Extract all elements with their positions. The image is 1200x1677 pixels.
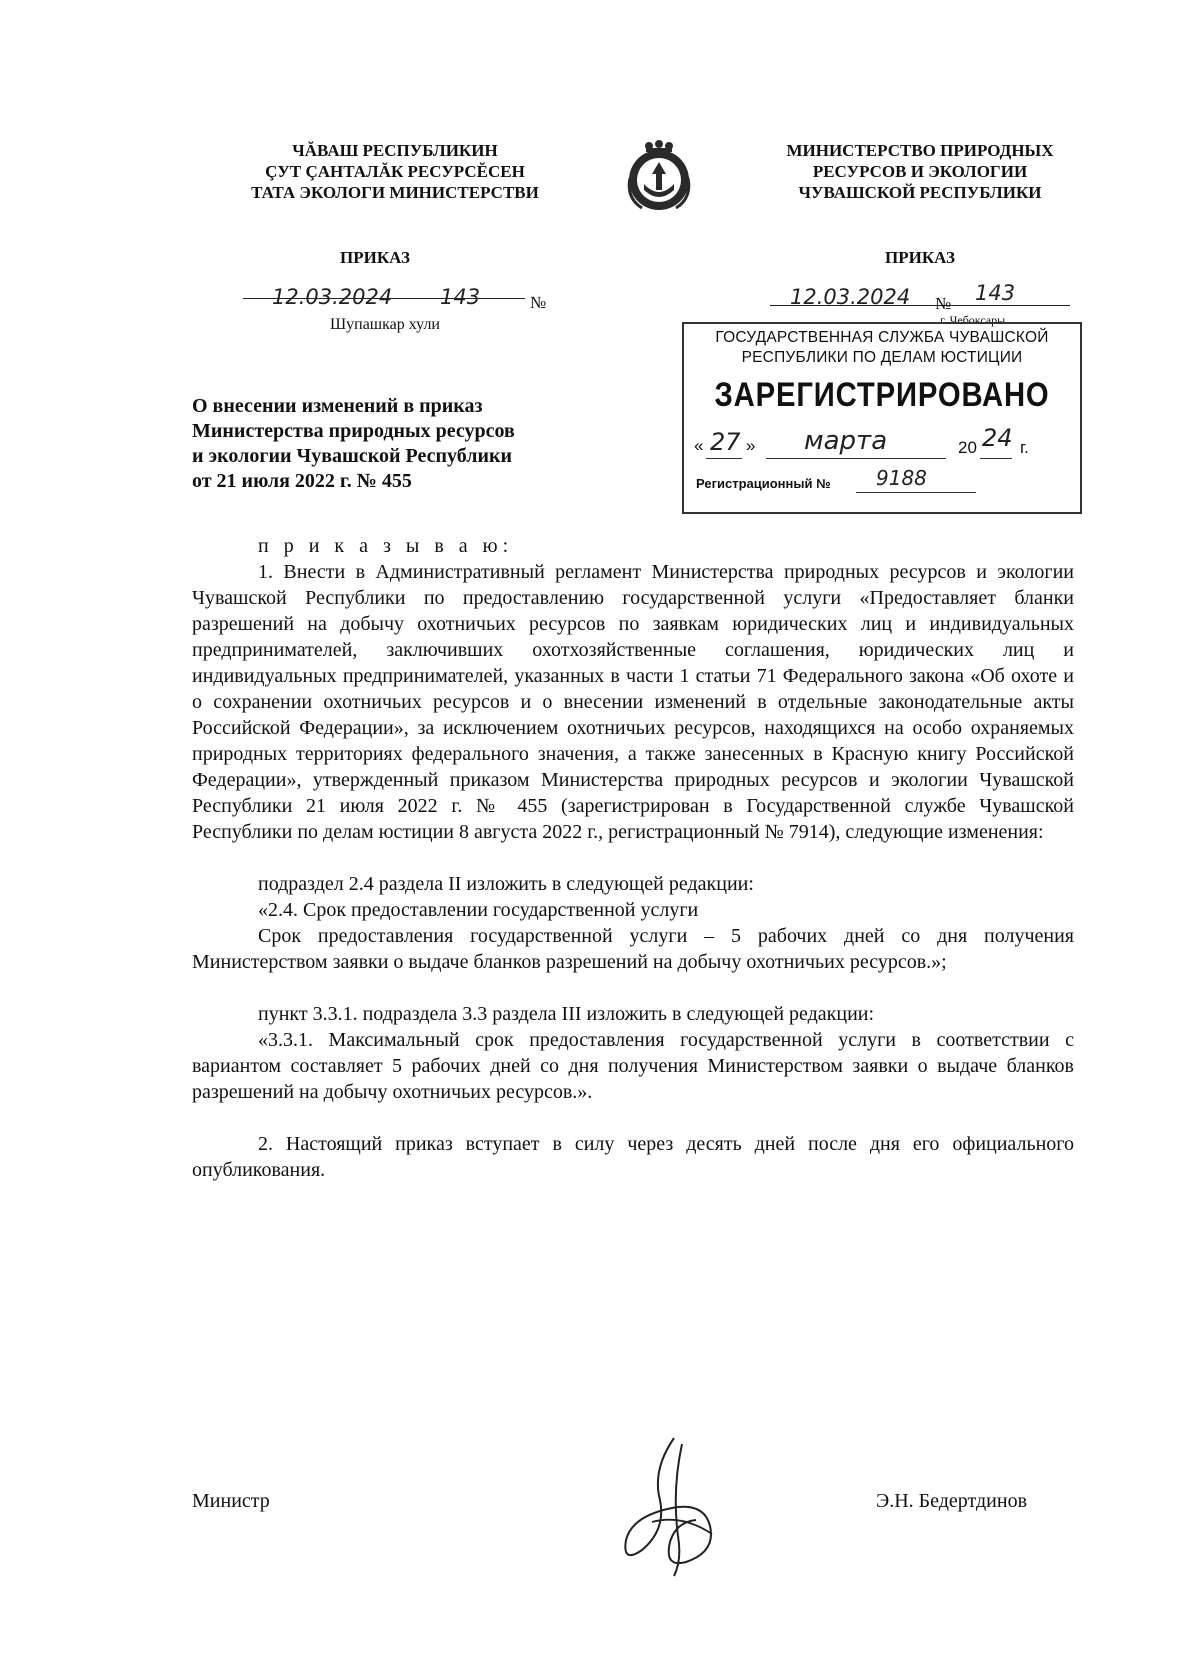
stamp-quote-close: » bbox=[746, 436, 756, 455]
signer-name: Э.Н. Бедертдинов bbox=[876, 1490, 1028, 1512]
header-left-line-2: ÇУТ ÇАНТАЛĂК РЕСУРСĔСЕН bbox=[265, 162, 525, 181]
paragraph-3: «2.4. Срок предоставлении государственной услуги bbox=[258, 899, 699, 921]
stamp-day: 27 bbox=[710, 428, 741, 456]
order-label-left: ПРИКАЗ bbox=[340, 248, 410, 267]
paragraph-1: 1. Внести в Административный регламент Министерства природных ресурсов и экологии Чувашской Республики по предоставлению государственной услуги «Предоставляет бланки разрешений на добычу охотничьих ресурсов по заявкам юридических лиц и индивидуальных предпринимателей, заключивших охотхозяйственные соглашения, юридических лиц и индивидуальных предпринимателей, указанных в части 1 статьи 71 Федерального закона «Об охоте и о сохранении охотничьих ресурсов и о внесении изменений в отдельные законодательные акты Российской Федерации», за исключением охотничьих ресурсов, находящихся на особо охраняемых природных территориях федерального значения, а также занесенных в Красную книгу Российской Федерации», утвержденный приказом Министерства природных ресурсов и экологии Чувашской Республики 21 июля 2022 г. № 455 (зарегистрирован в Государственной службе Чувашской Республики по делам юстиции 8 августа 2022 г., регистрационный № 7914), следующие изменения: bbox=[192, 561, 1074, 843]
registration-stamp bbox=[682, 322, 1082, 514]
document-body bbox=[192, 533, 1074, 1183]
stamp-date-row bbox=[694, 424, 1074, 464]
stamp-year-prefix: 20 bbox=[958, 438, 977, 457]
stamp-header bbox=[684, 328, 1080, 368]
header-right bbox=[755, 140, 1085, 203]
order-right-number: 143 bbox=[975, 281, 1016, 305]
stamp-year-mark: г. bbox=[1020, 438, 1029, 457]
document-title bbox=[192, 394, 612, 494]
stamp-day-line bbox=[706, 458, 742, 459]
order-left-no-sign: № bbox=[530, 293, 547, 312]
paragraph-5: пункт 3.3.1. подраздела 3.3 раздела III изложить в следующей редакции: bbox=[258, 1003, 875, 1025]
emblem-icon bbox=[622, 138, 696, 214]
stamp-status: ЗАРЕГИСТРИРОВАНО bbox=[714, 376, 1050, 414]
order-left-number: 143 bbox=[440, 285, 481, 309]
header-left-line-1: ЧĂВАШ РЕСПУБЛИКИН bbox=[292, 141, 498, 160]
title-line-3: и экологии Чувашской Республики bbox=[192, 445, 513, 467]
paragraph-6: «3.3.1. Максимальный срок предоставления государственной услуги в соответствии с вариантом составляет 5 рабочих дней со дня получения Министерством заявки о выдаче бланков разрешений на добычу охотничьих ресурсов.». bbox=[192, 1029, 1074, 1103]
stamp-regno-value: 9188 bbox=[876, 466, 927, 490]
stamp-quote-open: « bbox=[694, 436, 704, 455]
title-line-4: от 21 июля 2022 г. № 455 bbox=[192, 470, 412, 492]
stamp-year-suffix: 24 bbox=[982, 424, 1013, 452]
header-right-line-3: ЧУВАШСКОЙ РЕСПУБЛИКИ bbox=[798, 183, 1042, 202]
stamp-line-2: РЕСПУБЛИКИ ПО ДЕЛАМ ЮСТИЦИИ bbox=[741, 349, 1023, 366]
spacer bbox=[192, 975, 1074, 1001]
paragraph-4: Срок предоставления государственной услуги – 5 рабочих дней со дня получения Министерством заявки о выдаче бланков разрешений на добычу охотничьих ресурсов.»; bbox=[192, 925, 1074, 973]
title-line-2: Министерства природных ресурсов bbox=[192, 420, 515, 442]
stamp-month-line bbox=[766, 458, 946, 459]
stamp-regno-row bbox=[696, 466, 1066, 491]
stamp-year-line bbox=[980, 458, 1012, 459]
header-right-line-1: МИНИСТЕРСТВО ПРИРОДНЫХ bbox=[786, 141, 1054, 160]
spacer bbox=[192, 845, 1074, 871]
order-right-city: г. Чебоксары bbox=[940, 313, 1006, 327]
header-right-line-2: РЕСУРСОВ И ЭКОЛОГИИ bbox=[812, 162, 1028, 181]
order-left-place: Шупашкар хули bbox=[330, 316, 440, 333]
title-line-1: О внесении изменений в приказ bbox=[192, 395, 483, 417]
order-label-right: ПРИКАЗ bbox=[885, 248, 955, 267]
paragraph-2: подраздел 2.4 раздела II изложить в следующей редакции: bbox=[258, 873, 754, 895]
spacer bbox=[192, 1105, 1074, 1131]
order-word: п р и к а з ы в а ю: bbox=[258, 535, 514, 557]
signer-role: Министр bbox=[192, 1490, 270, 1512]
order-left-date: 12.03.2024 bbox=[272, 285, 393, 309]
stamp-month: марта bbox=[804, 426, 888, 456]
order-right-date: 12.03.2024 bbox=[790, 285, 911, 309]
order-right-no-sign: № bbox=[935, 294, 952, 313]
stamp-regno-label: Регистрационный № bbox=[696, 476, 831, 491]
stamp-line-1: ГОСУДАРСТВЕННАЯ СЛУЖБА ЧУВАШСКОЙ bbox=[715, 329, 1049, 346]
stamp-regno-line bbox=[856, 492, 976, 493]
header-left-line-3: ТАТА ЭКОЛОГИ МИНИСТЕРСТВИ bbox=[251, 183, 539, 202]
handwritten-signature bbox=[612, 1430, 732, 1580]
header-left bbox=[230, 140, 560, 203]
paragraph-7: 2. Настоящий приказ вступает в силу через десять дней после дня его официального опубликования. bbox=[192, 1133, 1074, 1181]
